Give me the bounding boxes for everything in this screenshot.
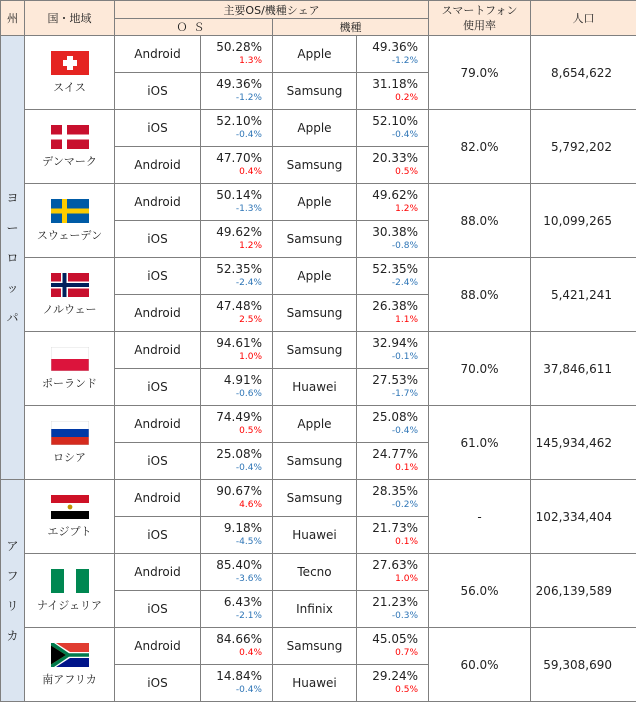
os-share-cell [201, 36, 273, 73]
header-os: ＯＳ [115, 19, 273, 36]
model-share-pct: 29.24% [372, 669, 419, 683]
os-share-change: -2.1% [235, 611, 262, 621]
region-char: ア [6, 538, 19, 553]
sweden-flag [51, 199, 89, 223]
model-share-change: 0.1% [395, 537, 419, 547]
country-name: ナイジェリア [36, 598, 102, 612]
model-share-pct: 24.77% [372, 447, 419, 461]
model-share-change: 0.5% [395, 167, 419, 177]
model-share-change: 0.1% [395, 463, 419, 473]
os-share-pct: 74.49% [216, 410, 262, 424]
smartphone-rate: 82.0% [429, 110, 531, 184]
country-name: ノルウェー [42, 302, 97, 316]
country-cell [25, 480, 115, 554]
smartphone-rate: - [429, 480, 531, 554]
os-name: iOS [115, 665, 201, 702]
os-share-pct: 94.61% [216, 336, 262, 350]
os-share-change: -4.5% [235, 537, 262, 547]
smartphone-rate: 61.0% [429, 406, 531, 480]
model-share-pct: 21.73% [372, 521, 419, 535]
country-cell [25, 36, 115, 110]
os-share-cell [201, 258, 273, 295]
model-share-pct: 31.18% [372, 77, 419, 91]
model-name: Samsung [273, 628, 357, 665]
model-name: Apple [273, 258, 357, 295]
model-share-cell [357, 147, 429, 184]
country-cell [25, 406, 115, 480]
os-share-cell [201, 554, 273, 591]
os-share-cell [201, 332, 273, 369]
header-smartphone-rate: スマートフォン使用率 [429, 1, 531, 36]
header-model: 機種 [273, 19, 429, 36]
model-share-cell [357, 332, 429, 369]
model-share-cell [357, 73, 429, 110]
model-name: Apple [273, 110, 357, 147]
model-share-pct: 27.53% [372, 373, 419, 387]
model-name: Samsung [273, 221, 357, 258]
country-name: スウェーデン [36, 228, 103, 242]
model-share-change: 0.7% [395, 648, 419, 658]
model-name: Samsung [273, 73, 357, 110]
table-row [1, 258, 636, 295]
os-name: Android [115, 332, 201, 369]
model-share-cell [357, 184, 429, 221]
smartphone-rate: 79.0% [429, 36, 531, 110]
model-share-cell [357, 665, 429, 702]
country-name: エジプト [47, 524, 92, 538]
country-name: ロシア [53, 450, 86, 464]
model-name: Samsung [273, 443, 357, 480]
model-share-pct: 26.38% [372, 299, 419, 313]
os-share-change: 0.5% [239, 426, 262, 436]
os-share-cell [201, 73, 273, 110]
region-cell [1, 36, 25, 480]
egypt-flag [51, 495, 89, 519]
os-name: Android [115, 147, 201, 184]
country-name: スイス [53, 80, 86, 94]
model-share-change: -2.4% [391, 278, 419, 288]
model-share-pct: 30.38% [372, 225, 419, 239]
model-share-change: -1.2% [391, 56, 419, 66]
model-share-change: -0.4% [391, 130, 419, 140]
region-char: カ [6, 628, 19, 643]
region-char: リ [6, 598, 19, 613]
os-share-cell [201, 221, 273, 258]
os-share-cell [201, 110, 273, 147]
os-share-cell [201, 147, 273, 184]
os-share-change: 0.4% [239, 648, 262, 658]
nigeria-flag [51, 569, 89, 593]
os-share-pct: 6.43% [223, 595, 262, 609]
model-share-pct: 27.63% [372, 558, 419, 572]
model-share-pct: 25.08% [372, 410, 419, 424]
os-share-pct: 47.48% [216, 299, 262, 313]
table-row [1, 554, 636, 591]
os-share-pct: 25.08% [216, 447, 262, 461]
model-share-pct: 45.05% [372, 632, 419, 646]
os-share-change: -1.3% [235, 204, 262, 214]
model-share-cell [357, 295, 429, 332]
model-share-change: -0.3% [391, 611, 419, 621]
os-share-pct: 4.91% [223, 373, 262, 387]
os-share-change: 1.2% [239, 241, 262, 251]
os-name: iOS [115, 258, 201, 295]
country-cell [25, 110, 115, 184]
header-region: 州 [1, 1, 25, 36]
os-share-change: -0.6% [235, 389, 262, 399]
region-char: ー [6, 220, 19, 235]
population: 5,792,202 [531, 110, 636, 184]
os-name: Android [115, 184, 201, 221]
model-share-cell [357, 258, 429, 295]
model-share-cell [357, 628, 429, 665]
os-share-change: -0.4% [235, 463, 262, 473]
model-share-pct: 49.36% [372, 40, 419, 54]
population: 10,099,265 [531, 184, 636, 258]
model-share-pct: 52.10% [372, 114, 419, 128]
smartphone-rate: 60.0% [429, 628, 531, 702]
os-share-pct: 47.70% [216, 151, 262, 165]
os-share-pct: 49.62% [216, 225, 262, 239]
model-name: Samsung [273, 480, 357, 517]
population: 102,334,404 [531, 480, 636, 554]
os-name: iOS [115, 369, 201, 406]
norway-flag [51, 273, 89, 297]
population: 59,308,690 [531, 628, 636, 702]
south-africa-flag [51, 643, 89, 667]
table-row [1, 406, 636, 443]
os-name: iOS [115, 443, 201, 480]
model-name: Apple [273, 406, 357, 443]
population: 145,934,462 [531, 406, 636, 480]
smartphone-rate: 56.0% [429, 554, 531, 628]
os-share-pct: 14.84% [216, 669, 262, 683]
os-share-change: -1.2% [235, 93, 262, 103]
os-name: iOS [115, 591, 201, 628]
os-share-cell [201, 665, 273, 702]
model-name: Infinix [273, 591, 357, 628]
region-char: ヨ [6, 190, 19, 205]
model-name: Tecno [273, 554, 357, 591]
model-share-cell [357, 406, 429, 443]
table-row [1, 36, 636, 73]
country-cell [25, 332, 115, 406]
model-share-cell [357, 443, 429, 480]
os-share-change: 4.6% [239, 500, 262, 510]
model-share-pct: 21.23% [372, 595, 419, 609]
model-name: Samsung [273, 332, 357, 369]
model-share-change: -0.8% [391, 241, 419, 251]
os-share-change: 1.3% [239, 56, 262, 66]
model-share-change: 1.0% [395, 574, 419, 584]
region-char: フ [6, 568, 19, 583]
model-name: Samsung [273, 147, 357, 184]
model-name: Huawei [273, 517, 357, 554]
region-char: ッ [6, 280, 19, 295]
country-name: ポーランド [42, 376, 97, 390]
os-share-cell [201, 184, 273, 221]
russia-flag [51, 421, 89, 445]
os-share-cell [201, 480, 273, 517]
os-share-pct: 9.18% [223, 521, 262, 535]
model-share-pct: 20.33% [372, 151, 419, 165]
os-share-cell [201, 628, 273, 665]
header-country: 国・地域 [25, 1, 115, 36]
model-name: Apple [273, 184, 357, 221]
model-share-change: -1.7% [391, 389, 419, 399]
model-share-cell [357, 480, 429, 517]
model-share-change: -0.1% [391, 352, 419, 362]
os-name: iOS [115, 221, 201, 258]
denmark-flag [51, 125, 89, 149]
os-name: Android [115, 295, 201, 332]
population: 37,846,611 [531, 332, 636, 406]
os-name: Android [115, 480, 201, 517]
model-share-cell [357, 517, 429, 554]
model-share-change: -0.2% [391, 500, 419, 510]
country-cell [25, 554, 115, 628]
model-share-cell [357, 221, 429, 258]
model-share-pct: 49.62% [372, 188, 419, 202]
model-name: Huawei [273, 369, 357, 406]
model-share-pct: 28.35% [372, 484, 419, 498]
table-row [1, 332, 636, 369]
os-share-change: -0.4% [235, 130, 262, 140]
country-cell [25, 258, 115, 332]
os-share-cell [201, 369, 273, 406]
os-share-cell [201, 591, 273, 628]
table-body [1, 36, 636, 702]
model-share-change: 0.5% [395, 685, 419, 695]
table-row [1, 110, 636, 147]
population: 8,654,622 [531, 36, 636, 110]
os-share-pct: 85.40% [216, 558, 262, 572]
model-share-cell [357, 36, 429, 73]
model-name: Huawei [273, 665, 357, 702]
header-population: 人口 [531, 1, 636, 36]
os-share-pct: 52.10% [216, 114, 262, 128]
model-share-cell [357, 591, 429, 628]
os-name: Android [115, 628, 201, 665]
os-share-cell [201, 517, 273, 554]
region-char: パ [6, 310, 19, 325]
os-share-change: -2.4% [235, 278, 262, 288]
model-share-pct: 52.35% [372, 262, 419, 276]
population: 206,139,589 [531, 554, 636, 628]
os-name: iOS [115, 110, 201, 147]
os-share-pct: 50.14% [216, 188, 262, 202]
model-share-pct: 32.94% [372, 336, 419, 350]
os-share-pct: 90.67% [216, 484, 262, 498]
model-share-cell [357, 554, 429, 591]
model-share-change: 1.1% [395, 315, 419, 325]
os-share-pct: 49.36% [216, 77, 262, 91]
os-share-change: -3.6% [235, 574, 262, 584]
os-share-cell [201, 295, 273, 332]
os-name: iOS [115, 517, 201, 554]
switzerland-flag [51, 51, 89, 75]
os-name: iOS [115, 73, 201, 110]
header-share: 主要OS/機種シェア [115, 1, 429, 19]
model-share-change: 0.2% [395, 93, 419, 103]
os-share-cell [201, 406, 273, 443]
country-name: 南アフリカ [42, 672, 97, 686]
os-share-pct: 84.66% [216, 632, 262, 646]
country-name: デンマーク [42, 154, 97, 168]
smartphone-rate: 70.0% [429, 332, 531, 406]
model-share-change: -0.4% [391, 426, 419, 436]
model-share-cell [357, 369, 429, 406]
region-cell [1, 480, 25, 702]
population: 5,421,241 [531, 258, 636, 332]
os-share-change: -0.4% [235, 685, 262, 695]
model-name: Samsung [273, 295, 357, 332]
os-name: Android [115, 406, 201, 443]
os-share-pct: 52.35% [216, 262, 262, 276]
os-share-pct: 50.28% [216, 40, 262, 54]
country-cell [25, 628, 115, 702]
model-share-change: 1.2% [395, 204, 419, 214]
model-share-cell [357, 110, 429, 147]
os-share-change: 1.0% [239, 352, 262, 362]
table-row [1, 480, 636, 517]
os-name: Android [115, 554, 201, 591]
table-row [1, 628, 636, 665]
os-share-cell [201, 443, 273, 480]
table-row [1, 184, 636, 221]
smartphone-rate: 88.0% [429, 184, 531, 258]
poland-flag [51, 347, 89, 371]
os-share-change: 2.5% [239, 315, 262, 325]
country-cell [25, 184, 115, 258]
region-char: ロ [6, 250, 19, 265]
os-share-change: 0.4% [239, 167, 262, 177]
smartphone-rate: 88.0% [429, 258, 531, 332]
model-name: Apple [273, 36, 357, 73]
os-name: Android [115, 36, 201, 73]
